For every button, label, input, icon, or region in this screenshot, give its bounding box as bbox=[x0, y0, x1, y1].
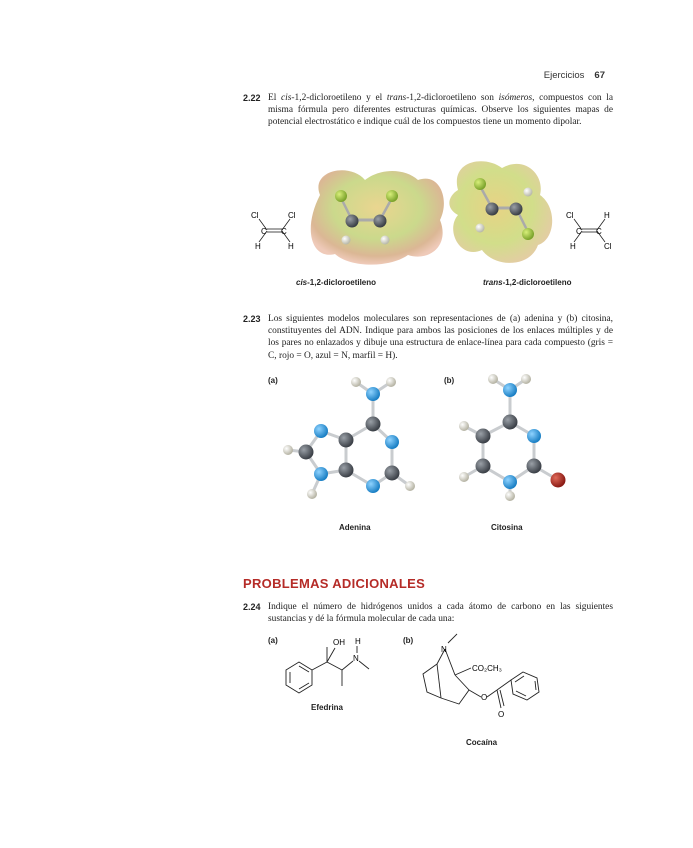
problem-2-22-text: El cis-1,2-dicloroetileno y el trans-1,2-dicloroetileno son isómeros, compuestos con la misma fórmula pero diferentes estructuras químicas. Observe los siguientes mapas de potencial electrostático e indique cuál de los compuestos tiene un momento dipolar. bbox=[268, 93, 613, 128]
trans-potential-map bbox=[449, 161, 552, 263]
label-a-efedrina: (a) bbox=[268, 636, 278, 645]
efedrina-oh: OH bbox=[333, 638, 345, 647]
trans-cl-left: Cl bbox=[566, 211, 574, 220]
efedrina-h: H bbox=[355, 637, 361, 646]
header-section: Ejercicios bbox=[543, 70, 585, 81]
caption-efedrina: Efedrina bbox=[311, 703, 344, 712]
efedrina-n: N bbox=[353, 654, 359, 663]
cocaina-o-carbonyl: O bbox=[498, 710, 505, 719]
problem-2-24-text: Indique el número de hidrógenos unidos a cada átomo de carbono en las siguientes sustancias y dé la fórmula molecular de cada una: bbox=[268, 602, 613, 625]
label-b-citosina: (b) bbox=[444, 376, 455, 385]
cocaina-n: N bbox=[441, 645, 447, 654]
caption-adenina: Adenina bbox=[339, 523, 371, 532]
cis-c-right: C bbox=[281, 227, 287, 236]
caption-citosina: Citosina bbox=[491, 523, 523, 532]
trans-h-right: H bbox=[604, 211, 610, 220]
caption-cocaina: Cocaína bbox=[466, 738, 498, 747]
running-header bbox=[544, 70, 605, 81]
trans-c-right: C bbox=[596, 227, 602, 236]
cocaina-ester: CO₂CH₃ bbox=[472, 664, 502, 673]
page-number: 67 bbox=[594, 70, 605, 81]
ball-stick-models bbox=[270, 370, 590, 520]
electrostatic-maps-figure bbox=[240, 150, 620, 270]
cis-c-left: C bbox=[261, 227, 267, 236]
cocaina-o-ester: O bbox=[481, 693, 488, 702]
label-a-adenina: (a) bbox=[268, 376, 278, 385]
label-b-cocaina: (b) bbox=[403, 636, 414, 645]
caption-cis: cis-1,2-dicloroetileno bbox=[296, 278, 377, 287]
trans-c-left: C bbox=[576, 227, 582, 236]
section-title: PROBLEMAS ADICIONALES bbox=[243, 576, 426, 591]
cis-h-right: H bbox=[288, 242, 294, 251]
cis-potential-map bbox=[311, 170, 444, 264]
problem-number-2-24: 2.24 bbox=[243, 602, 261, 612]
problem-2-23-text: Los siguientes modelos moleculares son representaciones de (a) adenina y (b) citosina, constituyentes del ADN. Indique para ambos las posiciones de los enlaces múltiples y de los pares no enlazados y dibuje una estructura de enlace-línea para cada compuesto (gris = C, rojo = O, azul = N, marfil = H). bbox=[268, 314, 613, 361]
problem-number-2-22: 2.22 bbox=[243, 93, 261, 103]
cis-cl-left: Cl bbox=[251, 211, 259, 220]
trans-cl-right: Cl bbox=[604, 242, 612, 251]
cis-cl-right: Cl bbox=[288, 211, 296, 220]
trans-h-left: H bbox=[570, 242, 576, 251]
problem-number-2-23: 2.23 bbox=[243, 314, 261, 324]
cis-h-left: H bbox=[255, 242, 261, 251]
skeletal-structures bbox=[275, 630, 595, 745]
caption-trans: trans-1,2-dicloroetileno bbox=[483, 278, 572, 287]
